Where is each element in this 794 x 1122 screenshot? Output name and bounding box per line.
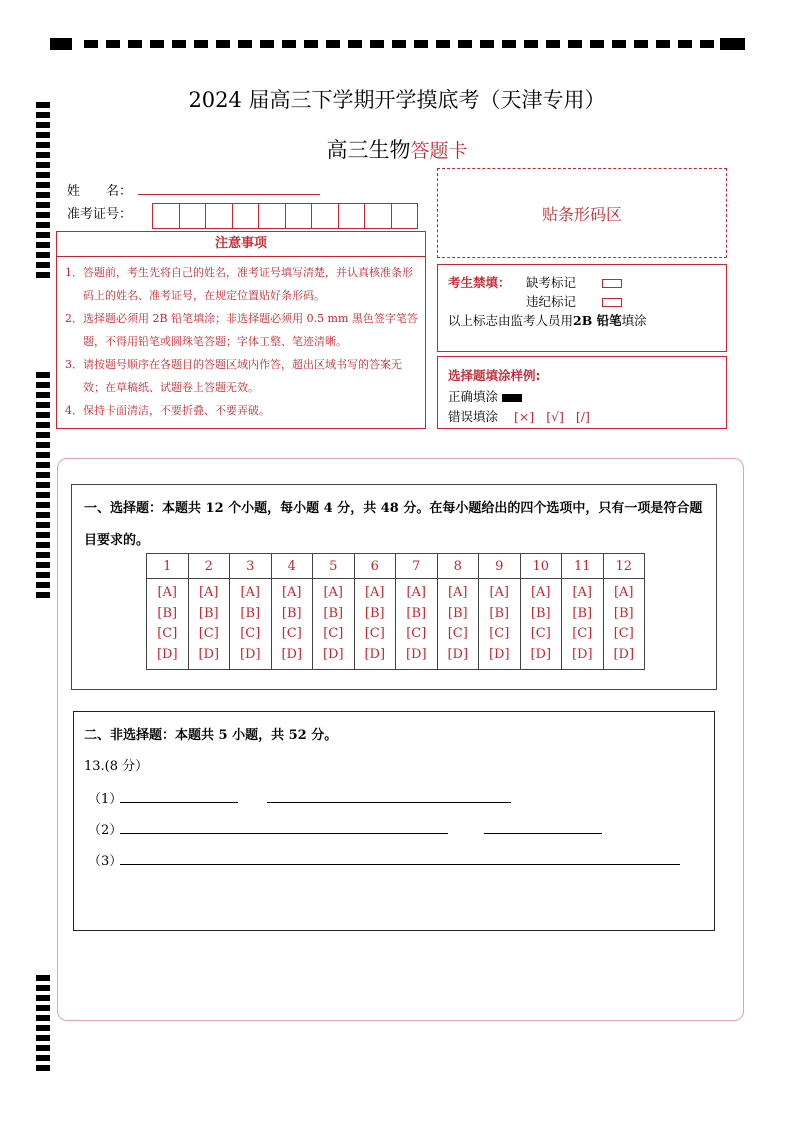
option-bubble[interactable]: [A] [572, 585, 593, 600]
option-bubble[interactable]: [D] [198, 646, 220, 662]
barcode-area-label: 贴条形码区 [541, 204, 622, 224]
violation-mark-label: 违纪标记 [526, 292, 622, 310]
option-bubble[interactable]: [D] [281, 646, 303, 662]
question-number: 11 [562, 554, 604, 579]
question-options [520, 579, 562, 670]
option-bubble[interactable]: [B] [613, 605, 634, 621]
option-bubble[interactable]: [C] [157, 626, 178, 641]
question-number: 3 [230, 554, 272, 579]
option-bubble[interactable]: [D] [364, 646, 386, 662]
fill-sample-title: 选择题填涂样例: [448, 368, 541, 383]
question-options [313, 579, 355, 670]
question-options [479, 579, 521, 670]
forbidden-panel [437, 264, 727, 352]
name-label: 姓 名： [67, 184, 133, 199]
option-bubble[interactable]: [A] [447, 585, 468, 600]
answer-line-1b[interactable] [267, 802, 511, 803]
option-bubble[interactable]: [B] [323, 605, 344, 621]
option-bubble[interactable]: [D] [571, 646, 593, 662]
question-options [188, 579, 230, 670]
answer-line-2a[interactable] [120, 833, 448, 834]
option-bubble[interactable]: [C] [364, 626, 385, 641]
option-bubble[interactable]: [A] [198, 585, 219, 600]
option-bubble[interactable]: [C] [323, 626, 344, 641]
question-options [271, 579, 313, 670]
option-bubble[interactable]: [B] [406, 605, 427, 621]
option-bubble[interactable]: [C] [489, 626, 510, 641]
question-number: 6 [354, 554, 396, 579]
absent-mark-box[interactable] [602, 279, 622, 288]
exam-id-label: 准考证号： [67, 207, 133, 222]
option-bubble[interactable]: [D] [156, 646, 178, 662]
name-field[interactable] [138, 194, 320, 195]
option-bubble[interactable]: [D] [405, 646, 427, 662]
question-options [437, 579, 479, 670]
option-bubble[interactable]: [B] [240, 605, 261, 621]
option-bubble[interactable]: [B] [364, 605, 385, 621]
option-bubble[interactable]: [C] [240, 626, 261, 641]
notice-item: 3．请按题号顺序在各题目的答题区域内作答，超出区域书写的答案无效；在草稿纸、试题卷上答题无效。 [65, 358, 402, 394]
section2-title: 二、非选择题：本题共 5 小题，共 52 分。 [84, 728, 338, 743]
option-bubble[interactable]: [D] [447, 646, 469, 662]
correct-fill: 正确填涂 [448, 387, 522, 405]
question-options [354, 579, 396, 670]
option-bubble[interactable]: [C] [406, 626, 427, 641]
option-bubble[interactable]: [D] [613, 646, 635, 662]
question-number: 10 [520, 554, 562, 579]
question-number: 12 [603, 554, 645, 579]
question-number: 7 [396, 554, 438, 579]
option-bubble[interactable]: [B] [281, 605, 302, 621]
section1-title: 一、选择题：本题共 12 个小题，每小题 4 分，共 48 分。在每小题给出的四个选项中，只有一项是符合题目要求的。 [84, 501, 703, 548]
non-choice-section [73, 711, 715, 931]
option-bubble[interactable]: [D] [322, 646, 344, 662]
forbidden-label: 考生禁填： [448, 275, 511, 290]
option-bubble[interactable]: [A] [157, 585, 178, 600]
question-number: 9 [479, 554, 521, 579]
question-number: 1 [147, 554, 189, 579]
option-bubble[interactable]: [C] [281, 626, 302, 641]
wrong-fill: 错误填涂 [×] [√] [/] [448, 409, 590, 424]
option-bubble[interactable]: [B] [489, 605, 510, 621]
option-bubble[interactable]: [A] [530, 585, 551, 600]
option-bubble[interactable]: [C] [447, 626, 468, 641]
option-bubble[interactable]: [B] [198, 605, 219, 621]
filled-sample-mark [502, 394, 522, 402]
option-bubble[interactable]: [B] [572, 605, 593, 621]
option-bubble[interactable]: [C] [572, 626, 593, 641]
option-bubble[interactable]: [A] [406, 585, 427, 600]
option-bubble[interactable]: [A] [613, 585, 634, 600]
option-bubble[interactable]: [A] [489, 585, 510, 600]
option-bubble[interactable]: [A] [281, 585, 302, 600]
option-bubble[interactable]: [C] [530, 626, 551, 641]
absent-mark-label: 缺考标记 [526, 273, 622, 291]
notice-heading: 注意事项 [57, 232, 425, 257]
wrong-mark-cross: [×] [514, 409, 535, 424]
option-bubble[interactable]: [C] [613, 626, 634, 641]
question-number: 5 [313, 554, 355, 579]
option-bubble[interactable]: [D] [239, 646, 261, 662]
option-bubble[interactable]: [B] [157, 605, 178, 621]
wrong-mark-check: [√] [546, 409, 564, 424]
top-timing-marks [50, 38, 745, 50]
notice-panel [56, 231, 426, 429]
forbidden-note: 以上标志由监考人员用2B 铅笔填涂 [448, 313, 647, 328]
question-13-label: 13.(8 分） [84, 759, 149, 774]
notice-item: 2．选择题必须用 2B 铅笔填涂；非选择题必须用 0.5 mm 黑色签字笔答题，不得用铅笔或圆珠笔答题；字体工整、笔迹清晰。 [65, 312, 418, 348]
option-bubble[interactable]: [C] [198, 626, 219, 641]
fill-sample-panel [437, 356, 727, 429]
part-2-label: （2） [88, 823, 123, 838]
option-bubble[interactable]: [A] [364, 585, 385, 600]
option-bubble[interactable]: [B] [447, 605, 468, 621]
exam-title: 2024 届高三下学期开学摸底考（天津专用） [188, 88, 606, 112]
wrong-mark-slash: [/] [575, 409, 590, 424]
question-number: 2 [188, 554, 230, 579]
option-bubble[interactable]: [D] [530, 646, 552, 662]
question-options [230, 579, 272, 670]
question-options [603, 579, 645, 670]
answer-line-3[interactable] [120, 864, 680, 865]
answer-line-2b[interactable] [484, 833, 602, 834]
option-bubble[interactable]: [A] [240, 585, 261, 600]
part-1-label: （1） [88, 792, 123, 807]
subject-name: 高三生物 [326, 138, 411, 162]
option-bubble[interactable]: [D] [488, 646, 510, 662]
exam-id-boxes[interactable] [152, 203, 418, 229]
question-options [147, 579, 189, 670]
question-number: 4 [271, 554, 313, 579]
option-bubble[interactable]: [A] [323, 585, 344, 600]
answer-card-label: 答题卡 [410, 140, 468, 162]
violation-mark-box[interactable] [602, 298, 622, 307]
subject-title [0, 134, 794, 164]
answer-line-1a[interactable] [120, 802, 238, 803]
choice-grid [146, 553, 645, 670]
question-options [396, 579, 438, 670]
part-3-label: （3） [88, 854, 123, 869]
question-options [562, 579, 604, 670]
notice-item: 1．答题前，考生先将自己的姓名，准考证号填写清楚，并认真核准条形码上的姓名、准考证号，在规定位置贴好条形码。 [65, 266, 413, 302]
notice-item: 4．保持卡面清洁，不要折叠、不要弄破。 [65, 404, 270, 417]
option-bubble[interactable]: [B] [530, 605, 551, 621]
question-number: 8 [437, 554, 479, 579]
barcode-area [437, 168, 727, 258]
